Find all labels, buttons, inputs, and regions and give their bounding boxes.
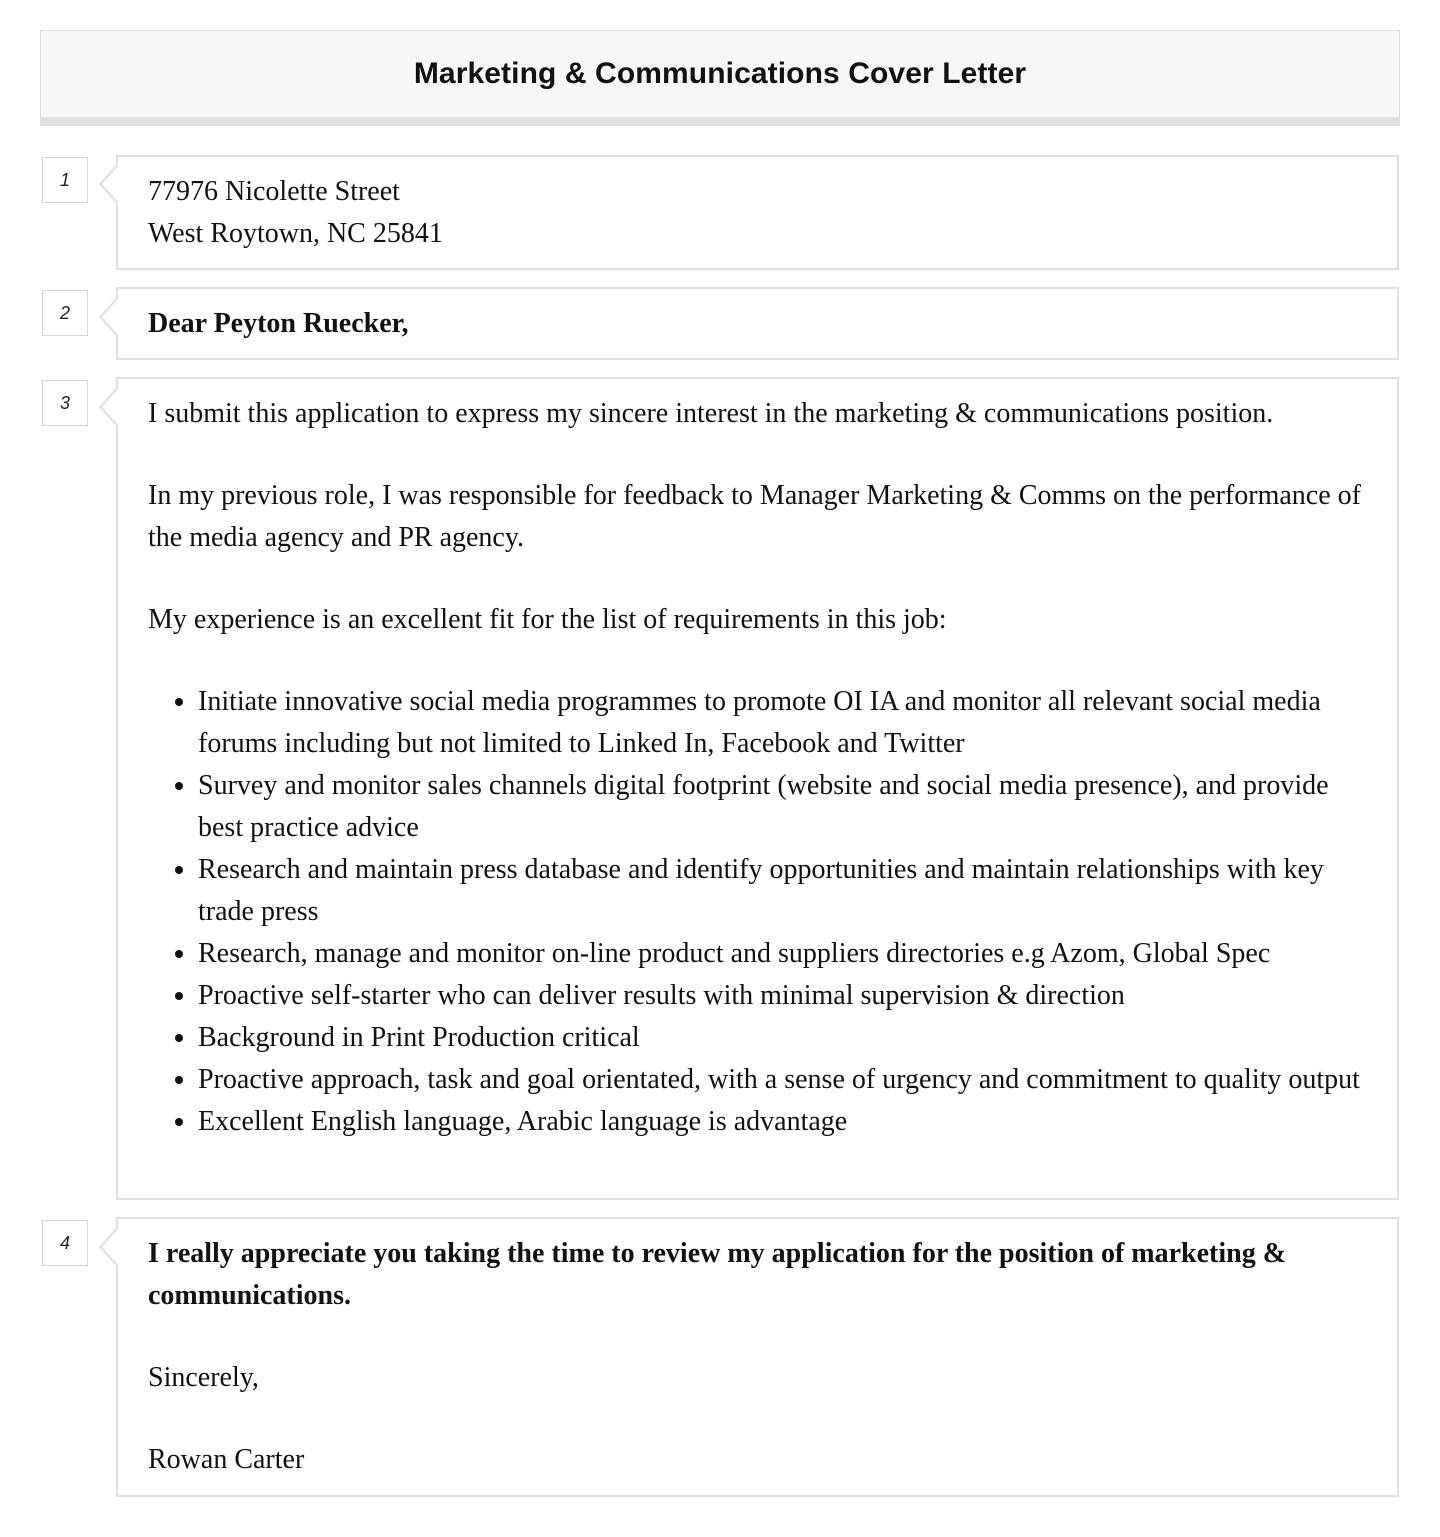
signer-name: Rowan Carter [148,1444,305,1475]
list-item: • Research and maintain press database and identify opportunities and maintain relationships with key trade press [198,849,1367,933]
previous-role-paragraph: In my previous role, I was responsible for feedback to Manager Marketing & Comms on the performance of the media agency and PR agency. [148,480,1361,553]
list-item: • Survey and monitor sales channels digital footprint (website and social media presence), and provide best practice advice [198,765,1367,849]
page-header [40,30,1400,126]
section-number: 3 [42,380,88,426]
appreciation-paragraph: I really appreciate you taking the time to review my application for the position of marketing & communications. [148,1238,1287,1311]
pointer-arrow [99,386,118,428]
section-number: 4 [42,1220,88,1266]
pointer-arrow [99,296,118,338]
list-item: • Proactive self-starter who can deliver results with minimal supervision & direction [198,975,1367,1017]
salutation: Dear Peyton Ruecker, [148,308,409,339]
fit-statement: My experience is an excellent fit for the list of requirements in this job: [148,604,947,635]
list-item: • Research, manage and monitor on-line product and suppliers directories e.g Azom, Global Spec [198,933,1367,975]
pointer-arrow [99,1226,118,1268]
section-number: 1 [42,157,88,203]
intro-paragraph: I submit this application to express my sincere interest in the marketing & communications position. [148,398,1274,429]
list-item: • Proactive approach, task and goal orientated, with a sense of urgency and commitment to quality output [198,1059,1367,1101]
list-item: • Excellent English language, Arabic language is advantage [198,1101,1367,1143]
page-title: Marketing & Communications Cover Letter [413,57,1027,90]
address-box [116,155,1399,270]
requirements-list [148,681,1367,1143]
address-street: 77976 Nicolette Street [148,176,400,207]
signoff: Sincerely, [148,1362,259,1393]
address-city-line: West Roytown, NC 25841 [148,218,443,249]
list-item: • Initiate innovative social media programmes to promote OI IA and monitor all relevant social media forums including but not limited to Linked In, Facebook and Twitter [198,681,1367,765]
body-box [116,377,1399,1200]
closing-box [116,1217,1399,1497]
pointer-arrow [99,163,118,205]
salutation-box [116,287,1399,360]
section-number: 2 [42,290,88,336]
list-item: • Background in Print Production critical [198,1017,1367,1059]
